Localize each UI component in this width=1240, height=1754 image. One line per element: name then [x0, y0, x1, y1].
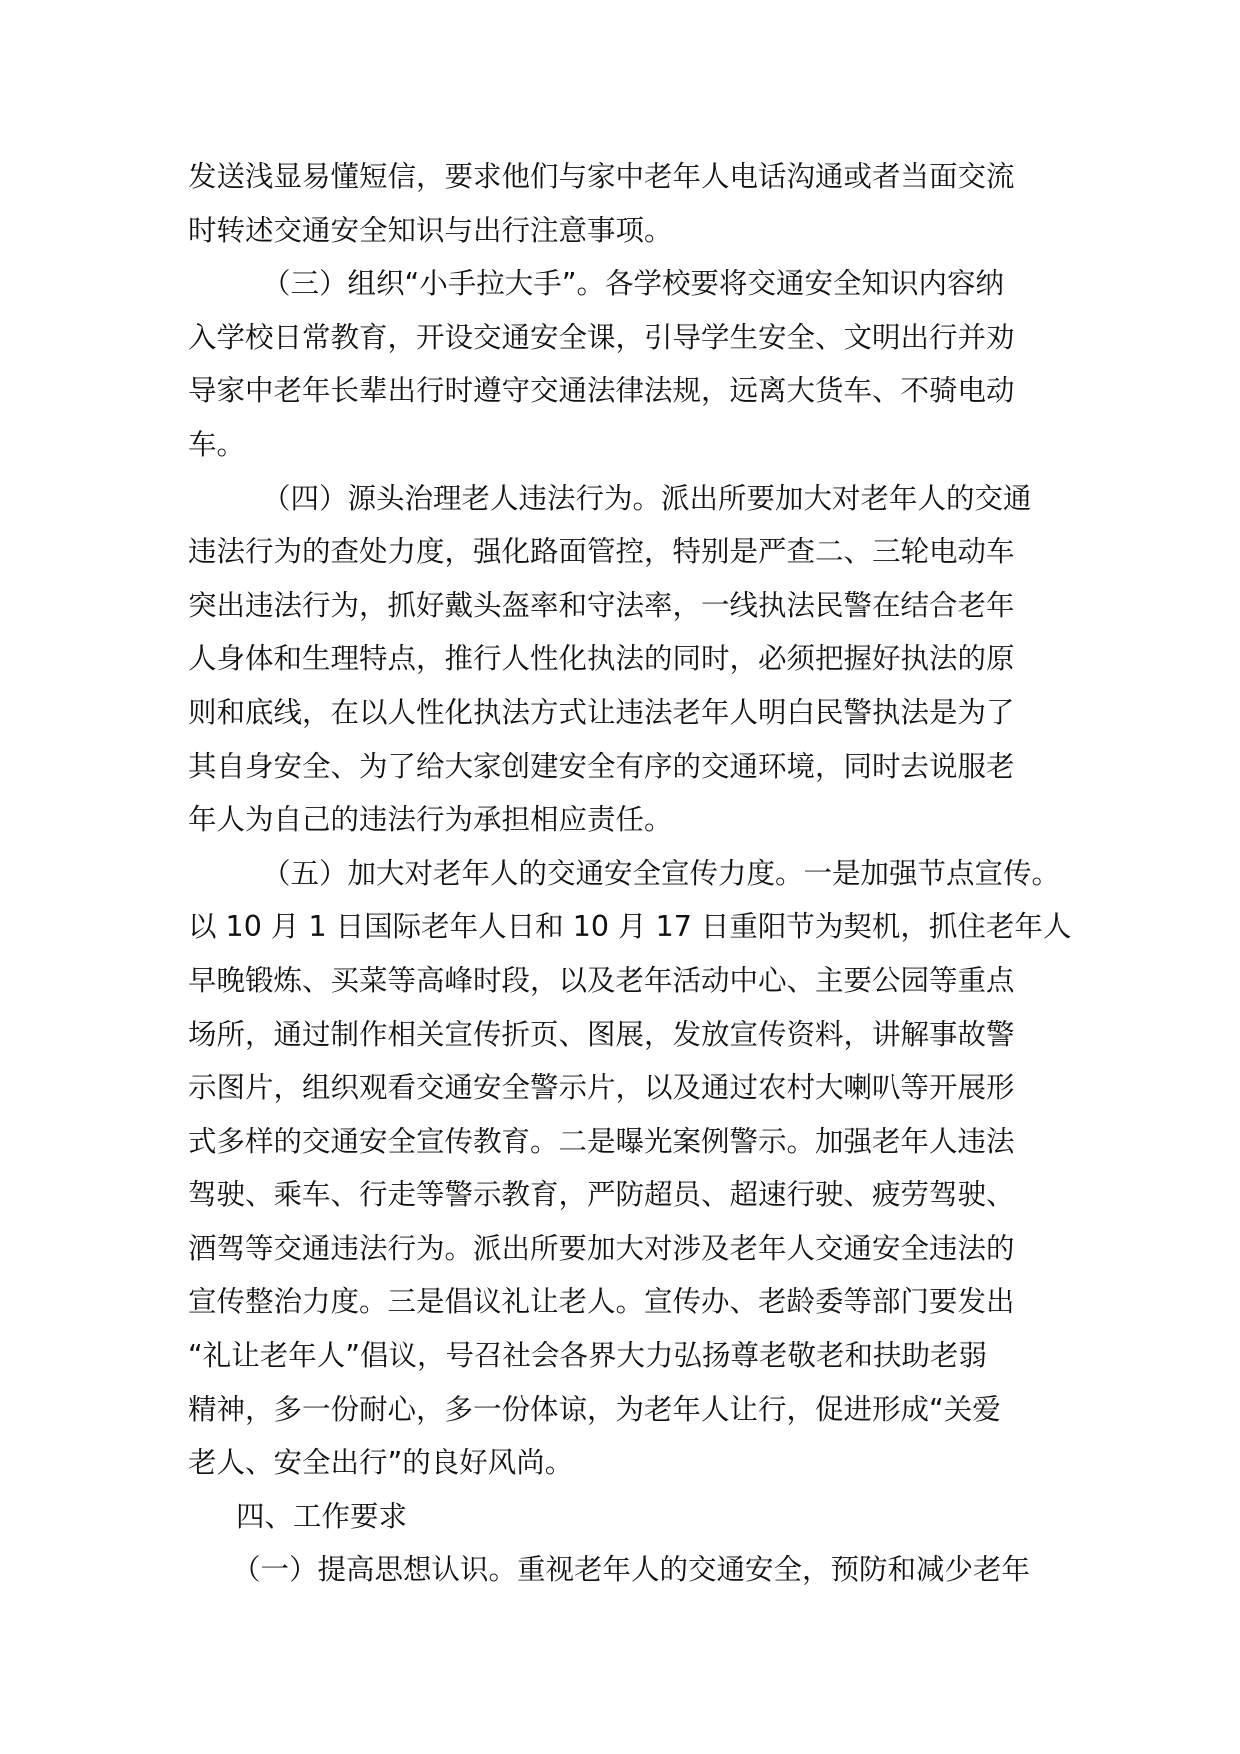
text-line: 车。: [188, 427, 246, 461]
text-line: 则和底线，在以人性化执法方式让违法老年人明白民警执法是为了: [188, 695, 1015, 729]
text-line: 入学校日常教育，开设交通安全课，引导学生安全、文明出行并劝: [188, 320, 1015, 354]
text-line: 时转述交通安全知识与出行注意事项。: [188, 213, 673, 247]
paragraph-heading-line: （一）提高思想认识。重视老年人的交通安全，预防和减少老年: [232, 1553, 1031, 1587]
text-line: 早晚锻炼、买菜等高峰时段，以及老年活动中心、主要公园等重点: [188, 963, 1015, 997]
text-line: 人身体和生理特点，推行人性化执法的同时，必须把握好执法的原: [188, 642, 1015, 676]
paragraph-heading-line: （四）源头治理老人违法行为。派出所要加大对老年人的交通: [262, 481, 1032, 515]
text-line: 以 10 月 1 日国际老年人日和 10 月 17 日重阳节为契机，抓住老年人: [188, 910, 1072, 944]
body-text: [188, 150, 1072, 1597]
text-line: 酒驾等交通违法行为。派出所要加大对涉及老年人交通安全违法的: [188, 1231, 1015, 1265]
text-line: 违法行为的查处力度，强化路面管控，特别是严查二、三轮电动车: [188, 535, 1015, 569]
text-line: 精神，多一份耐心，多一份体谅，为老年人让行，促进形成“关爱: [188, 1392, 1001, 1426]
text-line: 老人、安全出行”的良好风尚。: [188, 1446, 574, 1480]
text-line: “礼让老年人”倡议，号召社会各界大力弘扬尊老敬老和扶助老弱: [188, 1339, 988, 1373]
text-line: 式多样的交通安全宣传教育。二是曝光案例警示。加强老年人违法: [188, 1124, 1015, 1158]
text-line: 场所，通过制作相关宣传折页、图展，发放宣传资料，讲解事故警: [188, 1017, 1015, 1051]
section-heading: 四、工作要求: [236, 1499, 408, 1533]
text-line: 驾驶、乘车、行走等警示教育，严防超员、超速行驶、疲劳驾驶、: [188, 1178, 1015, 1212]
text-line: 其自身安全、为了给大家创建安全有序的交通环境，同时去说服老: [188, 749, 1015, 783]
text-line: 示图片，组织观看交通安全警示片，以及通过农村大喇叭等开展形: [188, 1071, 1015, 1105]
text-line: 宣传整治力度。三是倡议礼让老人。宣传办、老龄委等部门要发出: [188, 1285, 1015, 1319]
paragraph-heading-line: （五）加大对老年人的交通安全宣传力度。一是加强节点宣传。: [262, 856, 1061, 890]
paragraph-heading-line: （三）组织“小手拉大手”。各学校要将交通安全知识内容纳: [262, 267, 1005, 301]
text-line: 发送浅显易懂短信，要求他们与家中老年人电话沟通或者当面交流: [188, 160, 1015, 193]
text-line: 突出违法行为，抓好戴头盔率和守法率，一线执法民警在结合老年: [188, 588, 1015, 622]
text-line: 导家中老年长辈出行时遵守交通法律法规，远离大货车、不骑电动: [188, 374, 1015, 408]
text-line: 年人为自己的违法行为承担相应责任。: [188, 803, 673, 837]
